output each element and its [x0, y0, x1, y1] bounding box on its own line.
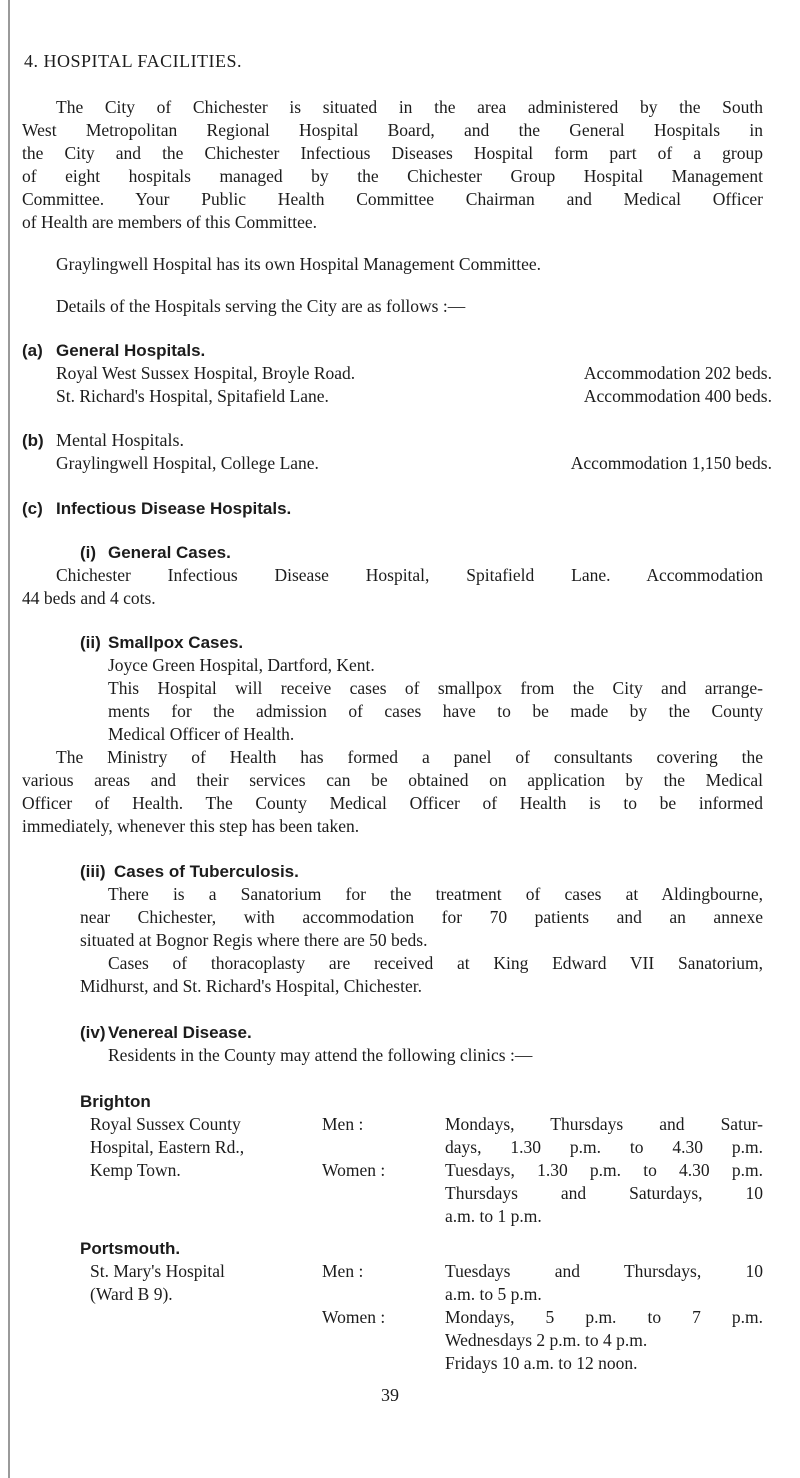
brighton-women-times: a.m. to 1 p.m.: [445, 1206, 542, 1226]
portsmouth-address-line: (Ward B 9).: [90, 1284, 173, 1304]
general-hospital-name: Royal West Sussex Hospital, Broyle Road.: [56, 363, 356, 383]
portsmouth-address-line: St. Mary's Hospital: [90, 1261, 225, 1281]
tuberculosis-line-1: There is a Sanatorium for the treatment of cases at Aldingbourne,: [108, 884, 763, 904]
portsmouth-town: Portsmouth.: [80, 1239, 181, 1258]
mental-hospital-accommodation: Accommodation 1,150 beds.: [570, 453, 772, 473]
smallpox-line-3: Medical Officer of Health.: [108, 724, 295, 744]
tuberculosis-heading: Cases of Tuberculosis.: [114, 862, 299, 881]
infectious-heading: Infectious Disease Hospitals.: [56, 499, 292, 518]
mental-hospital-name: Graylingwell Hospital, College Lane.: [56, 453, 319, 473]
graylingwell-paragraph: Graylingwell Hospital has its own Hospital Management Committee.: [56, 254, 542, 274]
ministry-line-4: immediately, whenever this step has been taken.: [22, 816, 360, 836]
tuberculosis-marker: (iii): [80, 862, 106, 881]
details-paragraph: Details of the Hospitals serving the City are as follows :—: [56, 296, 466, 316]
brighton-women-times: Thursdays and Saturdays, 10: [445, 1183, 763, 1203]
section-heading: 4. HOSPITAL FACILITIES.: [24, 51, 243, 71]
tuberculosis-line-3: situated at Bognor Regis where there are 50 beds.: [80, 930, 428, 950]
smallpox-marker: (ii): [80, 633, 101, 652]
brighton-town: Brighton: [80, 1092, 151, 1111]
ministry-line-2: various areas and their services can be obtained on application by the Medical: [22, 770, 763, 790]
mental-heading: Mental Hospitals.: [56, 430, 184, 450]
brighton-women-times: Tuesdays, 1.30 p.m. to 4.30 p.m.: [445, 1160, 763, 1180]
ministry-line-3: Officer of Health. The County Medical Officer of Health is to be informed: [22, 793, 763, 813]
general-heading: General Hospitals.: [56, 341, 206, 360]
portsmouth-women-times: Mondays, 5 p.m. to 7 p.m.: [445, 1307, 763, 1327]
general-hospital-accommodation: Accommodation 400 beds.: [583, 386, 772, 406]
intro-line-3: the City and the Chichester Infectious Diseases Hospital form part of a group: [22, 143, 763, 163]
intro-line-6: of Health are members of this Committee.: [22, 212, 317, 232]
intro-line-2: West Metropolitan Regional Hospital Board, and the General Hospitals in: [22, 120, 763, 140]
page-number: 39: [381, 1385, 399, 1405]
intro-line-4: of eight hospitals managed by the Chichester Group Hospital Management: [22, 166, 763, 186]
general-hospital-name: St. Richard's Hospital, Spitafield Lane.: [56, 386, 329, 406]
brighton-address-line: Royal Sussex County: [90, 1114, 241, 1134]
infectious-marker: (c): [22, 499, 43, 518]
portsmouth-men-label: Men :: [322, 1261, 364, 1281]
portsmouth-men-times: Tuesdays and Thursdays, 10: [445, 1261, 763, 1281]
smallpox-hospital: Joyce Green Hospital, Dartford, Kent.: [108, 655, 375, 675]
thoracoplasty-line-2: Midhurst, and St. Richard's Hospital, Chichester.: [80, 976, 422, 996]
mental-marker: (b): [22, 431, 44, 450]
general-cases-marker: (i): [80, 543, 97, 562]
intro-line-5: Committee. Your Public Health Committee Chairman and Medical Officer: [22, 189, 763, 209]
brighton-address-line: Hospital, Eastern Rd.,: [90, 1137, 245, 1157]
ministry-line-1: The Ministry of Health has formed a panel of consultants covering the: [56, 747, 763, 767]
general-hospital-accommodation: Accommodation 202 beds.: [583, 363, 772, 383]
smallpox-heading: Smallpox Cases.: [108, 633, 244, 652]
brighton-address-line: Kemp Town.: [90, 1160, 181, 1180]
brighton-women-label: Women :: [322, 1160, 386, 1180]
portsmouth-women-label: Women :: [322, 1307, 386, 1327]
brighton-men-times: days, 1.30 p.m. to 4.30 p.m.: [445, 1137, 763, 1157]
smallpox-line-1: This Hospital will receive cases of smallpox from the City and arrange-: [108, 678, 763, 698]
venereal-heading: Venereal Disease.: [108, 1023, 252, 1042]
brighton-men-label: Men :: [322, 1114, 364, 1134]
general-marker: (a): [22, 341, 43, 360]
general-cases-heading: General Cases.: [108, 543, 231, 562]
brighton-men-times: Mondays, Thursdays and Satur-: [445, 1114, 763, 1134]
smallpox-line-2: ments for the admission of cases have to be made by the County: [108, 701, 763, 721]
tuberculosis-line-2: near Chichester, with accommodation for 70 patients and an annexe: [80, 907, 763, 927]
general-cases-line-1: Chichester Infectious Disease Hospital, Spitafield Lane. Accommodation: [56, 565, 763, 585]
portsmouth-men-times: a.m. to 5 p.m.: [445, 1284, 542, 1304]
portsmouth-women-times: Fridays 10 a.m. to 12 noon.: [445, 1353, 638, 1373]
general-cases-line-2: 44 beds and 4 cots.: [22, 588, 156, 608]
venereal-marker: (iv): [80, 1023, 106, 1042]
thoracoplasty-line-1: Cases of thoracoplasty are received at King Edward VII Sanatorium,: [108, 953, 763, 973]
portsmouth-women-times: Wednesdays 2 p.m. to 4 p.m.: [445, 1330, 648, 1350]
page-binding-edge: [8, 0, 10, 1478]
intro-line-1: The City of Chichester is situated in the area administered by the South: [56, 97, 763, 117]
venereal-intro: Residents in the County may attend the following clinics :—: [108, 1045, 533, 1065]
